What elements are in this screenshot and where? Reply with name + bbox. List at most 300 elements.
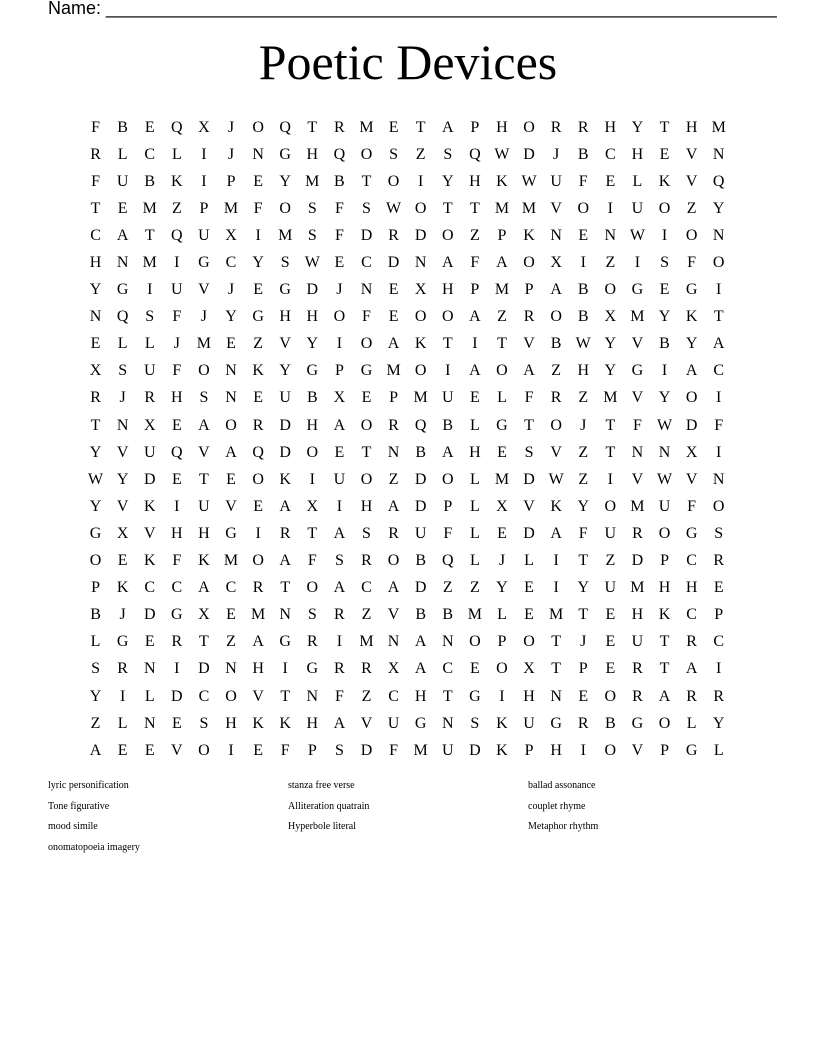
grid-letter: R (632, 687, 643, 705)
grid-letter: Y (89, 497, 102, 515)
grid-letter: O (360, 145, 373, 163)
grid-letter: H (496, 118, 508, 136)
grid-letter: U (631, 633, 644, 651)
grid-letter: C (388, 687, 399, 705)
grid-letter: O (685, 226, 698, 244)
grid-letter: S (91, 660, 100, 678)
grid-letter: C (225, 579, 237, 597)
grid-letter: N (712, 226, 725, 244)
grid-letter: U (414, 524, 427, 542)
grid-letter: B (577, 281, 589, 299)
grid-letter: Y (279, 362, 291, 380)
word-list-item: mood simile (48, 821, 98, 832)
grid-letter: C (442, 660, 454, 678)
grid-letter: O (577, 199, 590, 217)
grid-letter: M (549, 606, 564, 624)
grid-letter: W (629, 226, 645, 244)
grid-letter: T (280, 687, 291, 705)
grid-letter: A (496, 254, 508, 272)
grid-letter: O (198, 362, 210, 380)
word-list-item: Tone figurative (48, 800, 110, 812)
grid-letter: H (171, 524, 183, 542)
grid-letter: Q (171, 443, 183, 461)
grid-letter: Z (469, 226, 480, 244)
grid-letter: I (147, 281, 153, 299)
grid-letter: Y (279, 172, 291, 190)
grid-letter: R (632, 660, 643, 678)
grid-letter: R (577, 714, 589, 732)
grid-letter: O (252, 470, 264, 488)
grid-letter: Z (361, 687, 372, 705)
grid-letter: M (250, 606, 266, 624)
grid-letter: L (713, 741, 724, 759)
grid-letter: O (387, 552, 400, 570)
grid-letter: R (144, 389, 156, 407)
grid-letter: I (255, 524, 261, 542)
grid-letter: Q (171, 118, 183, 136)
grid-letter: P (578, 660, 588, 678)
grid-letter: Y (658, 389, 671, 407)
grid-letter: E (605, 172, 616, 190)
grid-letter: P (443, 497, 453, 515)
grid-letter: Z (605, 254, 616, 272)
grid-letter: F (280, 741, 290, 759)
grid-letter: I (201, 145, 207, 163)
grid-letter: P (470, 281, 480, 299)
grid-letter: J (173, 335, 180, 353)
grid-letter: U (441, 741, 454, 759)
grid-letter: R (388, 226, 399, 244)
grid-letter: D (143, 470, 156, 488)
grid-letter: X (496, 497, 508, 515)
grid-letter: I (716, 389, 722, 407)
grid-letter: F (91, 118, 100, 136)
grid-letter: N (116, 416, 129, 434)
grid-letter: S (199, 714, 209, 732)
grid-letter: P (307, 741, 317, 759)
grid-letter: A (279, 552, 291, 570)
grid-letter: D (171, 687, 183, 705)
grid-letter: E (334, 254, 345, 272)
grid-letter: E (253, 389, 263, 407)
grid-letter: P (497, 226, 507, 244)
grid-letter: I (174, 660, 180, 678)
grid-letter: N (441, 633, 454, 651)
grid-letter: D (306, 281, 319, 299)
grid-letter: Y (116, 470, 129, 488)
grid-letter: U (658, 497, 671, 515)
grid-letter: T (361, 443, 372, 461)
grid-letter: D (469, 741, 481, 759)
grid-letter: L (144, 335, 155, 353)
grid-letter: Q (712, 172, 725, 190)
grid-letter: N (550, 687, 562, 705)
grid-letter: P (470, 118, 480, 136)
grid-letter: T (442, 335, 453, 353)
grid-letter: F (91, 172, 100, 190)
grid-letter: J (119, 606, 126, 624)
grid-letter: S (714, 524, 724, 542)
grid-letter: I (228, 741, 234, 759)
grid-letter: H (171, 389, 183, 407)
grid-letter: R (117, 660, 128, 678)
word-list-item: stanza free verse (288, 780, 355, 791)
grid-letter: T (659, 118, 670, 136)
grid-letter: Y (252, 254, 264, 272)
grid-letter: R (361, 552, 372, 570)
grid-letter: Y (89, 281, 102, 299)
grid-letter: D (523, 470, 535, 488)
grid-letter: S (389, 145, 399, 163)
grid-letter: I (174, 254, 180, 272)
grid-letter: E (361, 389, 372, 407)
word-list (48, 779, 768, 861)
grid-letter: K (171, 172, 183, 190)
grid-letter: U (631, 199, 644, 217)
grid-letter: T (551, 633, 562, 651)
grid-letter: R (334, 606, 345, 624)
grid-letter: F (362, 308, 371, 326)
grid-letter: A (333, 579, 346, 597)
grid-letter: R (90, 389, 101, 407)
grid-letter: R (334, 660, 345, 678)
grid-letter: K (685, 308, 698, 326)
grid-letter: G (252, 308, 264, 326)
grid-letter: U (116, 172, 129, 190)
grid-letter: G (469, 687, 481, 705)
grid-letter: N (712, 470, 725, 488)
grid-letter: I (445, 362, 451, 380)
grid-letter: E (388, 281, 399, 299)
grid-letter: G (171, 606, 183, 624)
grid-letter: B (415, 552, 426, 570)
grid-letter: K (496, 741, 508, 759)
grid-letter: U (523, 714, 535, 732)
grid-letter: E (334, 443, 345, 461)
grid-letter: F (443, 524, 453, 542)
grid-letter: G (685, 741, 698, 759)
grid-letter: A (414, 660, 427, 678)
grid-letter: P (334, 362, 344, 380)
grid-letter: A (469, 308, 481, 326)
grid-letter: W (494, 145, 510, 163)
grid-letter: U (333, 470, 346, 488)
grid-letter: M (603, 389, 618, 407)
grid-letter: R (252, 579, 264, 597)
grid-letter: U (387, 714, 400, 732)
grid-letter: R (388, 524, 399, 542)
grid-letter: O (198, 741, 210, 759)
grid-letter: A (387, 335, 400, 353)
grid-letter: L (117, 714, 128, 732)
grid-letter: A (116, 226, 129, 244)
grid-letter: O (414, 308, 427, 326)
grid-letter: P (660, 741, 669, 759)
grid-letter: Y (306, 335, 319, 353)
grid-letter: H (279, 308, 291, 326)
grid-letter: V (225, 497, 237, 515)
grid-letter: K (496, 714, 508, 732)
grid-letter: Y (89, 443, 102, 461)
grid-letter: B (415, 606, 426, 624)
grid-letter: S (307, 606, 317, 624)
grid-letter: A (333, 714, 346, 732)
grid-letter: H (306, 416, 319, 434)
grid-letter: S (443, 145, 453, 163)
grid-letter: X (523, 660, 535, 678)
grid-letter: H (252, 660, 264, 678)
grid-letter: B (604, 714, 616, 732)
grid-letter: S (362, 524, 371, 542)
grid-letter: F (687, 254, 697, 272)
grid-letter: M (223, 199, 239, 217)
grid-letter: E (497, 524, 507, 542)
grid-letter: O (523, 633, 535, 651)
grid-letter: N (658, 443, 671, 461)
grid-letter: K (143, 552, 156, 570)
grid-letter: I (418, 172, 424, 190)
grid-letter: P (660, 552, 669, 570)
grid-letter: V (631, 741, 644, 759)
grid-letter: V (631, 470, 644, 488)
grid-letter: V (360, 714, 373, 732)
grid-letter: C (225, 254, 237, 272)
grid-letter: U (198, 497, 210, 515)
grid-letter: C (361, 254, 372, 272)
grid-letter: C (144, 579, 156, 597)
grid-letter: G (631, 281, 644, 299)
grid-letter: K (658, 172, 671, 190)
grid-letter: A (252, 633, 264, 651)
grid-letter: B (144, 172, 156, 190)
grid-letter: H (306, 308, 319, 326)
grid-letter: L (469, 416, 480, 434)
grid-letter: T (578, 552, 589, 570)
grid-letter: U (143, 443, 156, 461)
grid-letter: A (279, 497, 291, 515)
grid-letter: C (361, 579, 372, 597)
word-list-item: Metaphor rhythm (528, 821, 599, 832)
grid-letter: Z (578, 389, 589, 407)
grid-letter: C (90, 226, 101, 244)
grid-letter: V (523, 497, 535, 515)
grid-letter: G (89, 524, 102, 542)
grid-letter: S (307, 199, 317, 217)
grid-letter: I (119, 687, 126, 705)
grid-letter: Q (116, 308, 129, 326)
grid-letter: M (142, 254, 157, 272)
grid-letter: T (280, 579, 291, 597)
grid-letter: K (658, 606, 671, 624)
grid-letter: F (253, 199, 263, 217)
grid-letter: Z (90, 714, 101, 732)
grid-letter: S (524, 443, 534, 461)
grid-letter: X (143, 416, 156, 434)
grid-letter: Y (496, 579, 508, 597)
grid-letter: W (521, 172, 537, 190)
grid-letter: H (414, 687, 427, 705)
grid-letter: O (414, 362, 427, 380)
grid-letter: O (225, 687, 237, 705)
grid-letter: K (143, 497, 156, 515)
grid-letter: R (523, 308, 535, 326)
grid-letter: N (604, 226, 617, 244)
grid-letter: X (89, 362, 102, 380)
grid-letter: O (496, 362, 508, 380)
grid-letter: H (550, 741, 562, 759)
grid-letter: L (686, 714, 697, 732)
grid-letter: M (494, 281, 510, 299)
grid-letter: T (199, 633, 209, 651)
grid-letter: Y (577, 497, 590, 515)
grid-letter: R (90, 145, 101, 163)
grid-letter: P (497, 633, 507, 651)
grid-letter: J (580, 416, 587, 434)
grid-letter: T (144, 226, 155, 244)
grid-letter: G (685, 524, 698, 542)
grid-letter: D (360, 226, 373, 244)
grid-letter: F (334, 226, 344, 244)
grid-letter: S (470, 714, 480, 732)
grid-letter: N (116, 254, 129, 272)
grid-letter: K (496, 172, 508, 190)
grid-letter: N (225, 362, 237, 380)
grid-letter: E (226, 606, 236, 624)
grid-letter: E (659, 281, 670, 299)
grid-letter: S (307, 226, 317, 244)
grid-letter: H (89, 254, 102, 272)
grid-letter: U (279, 389, 291, 407)
grid-letter: V (631, 335, 644, 353)
grid-letter: H (306, 145, 319, 163)
grid-letter: R (686, 687, 697, 705)
grid-letter: G (279, 633, 291, 651)
grid-letter: D (143, 606, 156, 624)
grid-letter: C (198, 687, 210, 705)
grid-letter: M (521, 199, 537, 217)
grid-letter: U (198, 226, 210, 244)
grid-letter: G (198, 254, 210, 272)
grid-letter: V (171, 741, 183, 759)
grid-letter: A (333, 416, 346, 434)
grid-letter: B (577, 308, 589, 326)
grid-letter: A (387, 497, 400, 515)
grid-letter: P (91, 579, 100, 597)
grid-letter: R (632, 524, 643, 542)
grid-letter: T (659, 660, 670, 678)
grid-letter: Z (605, 552, 616, 570)
grid-letter: Y (441, 172, 454, 190)
grid-letter: J (498, 552, 506, 570)
grid-letter: E (469, 660, 480, 678)
grid-letter: X (685, 443, 698, 461)
grid-letter: E (171, 714, 182, 732)
grid-letter: V (279, 335, 291, 353)
grid-letter: O (333, 308, 346, 326)
grid-letter: O (279, 199, 291, 217)
grid-letter: K (279, 470, 291, 488)
grid-letter: Y (685, 335, 698, 353)
grid-letter: I (580, 741, 586, 759)
grid-letter: N (414, 254, 427, 272)
grid-letter: N (360, 281, 373, 299)
grid-letter: F (172, 308, 182, 326)
grid-letter: H (631, 606, 644, 624)
grid-letter: G (414, 714, 427, 732)
grid-letter: T (442, 687, 453, 705)
grid-letter: N (631, 443, 644, 461)
grid-letter: R (252, 416, 264, 434)
grid-letter: Y (225, 308, 237, 326)
grid-letter: O (496, 660, 508, 678)
grid-letter: M (711, 118, 726, 136)
grid-letter: S (362, 199, 371, 217)
grid-letter: D (523, 524, 535, 542)
grid-letter: E (469, 389, 480, 407)
grid-letter: U (604, 524, 617, 542)
grid-letter: O (360, 470, 373, 488)
grid-letter: G (631, 714, 644, 732)
grid-letter: F (470, 254, 480, 272)
grid-letter: E (605, 633, 616, 651)
grid-letter: P (714, 606, 724, 624)
grid-letter: O (306, 579, 319, 597)
grid-letter: E (253, 497, 263, 515)
grid-letter: Z (388, 470, 399, 488)
grid-letter: X (333, 389, 346, 407)
grid-letter: N (89, 308, 102, 326)
grid-letter: I (336, 633, 343, 651)
grid-letter: M (630, 497, 645, 515)
grid-letter: E (144, 741, 155, 759)
grid-letter: X (306, 497, 319, 515)
grid-letter: Q (469, 145, 481, 163)
grid-letter: Z (469, 579, 480, 597)
grid-letter: A (712, 335, 725, 353)
grid-letter: F (172, 362, 182, 380)
grid-letter: T (713, 308, 724, 326)
grid-letter: O (306, 443, 319, 461)
grid-letter: E (605, 660, 616, 678)
word-list-item: Alliteration quatrain (288, 800, 370, 812)
grid-letter: J (119, 389, 126, 407)
grid-letter: M (386, 362, 401, 380)
grid-letter: B (306, 389, 318, 407)
grid-letter: V (116, 497, 129, 515)
grid-letter: F (307, 552, 317, 570)
grid-letter: T (307, 118, 318, 136)
grid-letter: G (550, 714, 562, 732)
grid-letter: S (118, 362, 128, 380)
grid-letter: N (143, 660, 156, 678)
grid-letter: X (550, 254, 562, 272)
grid-letter: O (658, 199, 671, 217)
grid-letter: N (252, 145, 264, 163)
grid-letter: E (659, 145, 670, 163)
grid-letter: O (550, 308, 562, 326)
grid-letter: I (472, 335, 478, 353)
grid-letter: K (523, 226, 535, 244)
grid-letter: R (550, 118, 562, 136)
grid-letter: A (469, 362, 481, 380)
grid-letter: N (387, 443, 400, 461)
grid-letter: O (360, 416, 373, 434)
grid-letter: L (117, 145, 128, 163)
grid-letter: A (685, 362, 698, 380)
grid-letter: I (336, 497, 343, 515)
grid-letter: N (279, 606, 291, 624)
grid-letter: L (469, 470, 480, 488)
